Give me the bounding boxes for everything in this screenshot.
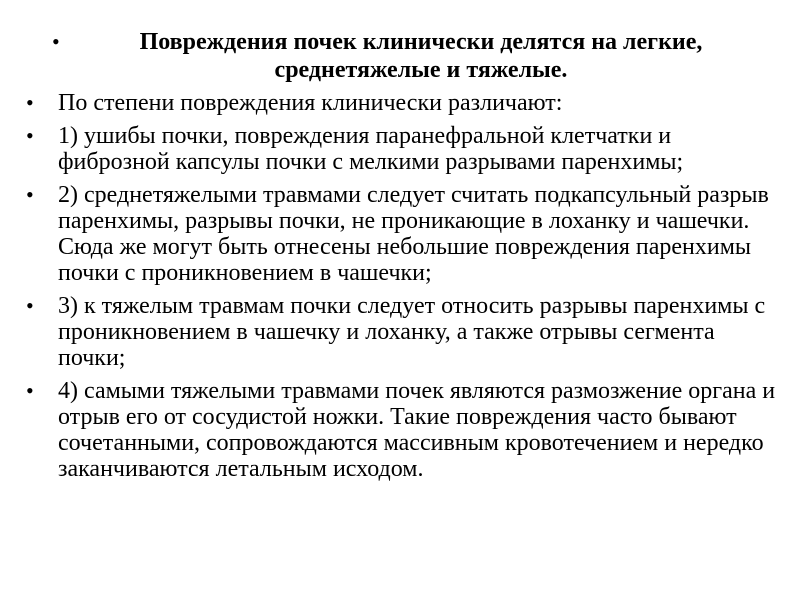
list-item	[26, 182, 782, 286]
bullet-icon: •	[26, 378, 34, 403]
list-item-text: 3) к тяжелым травмам почки следует относить разрывы паренхимы с проникновением в чашечку и лоханку, а также отрывы сегмента почки;	[58, 293, 766, 371]
bullet-icon: •	[26, 123, 34, 148]
bullet-icon: •	[26, 182, 34, 207]
heading-row	[52, 28, 772, 84]
list-item	[26, 90, 782, 116]
list-item	[26, 378, 782, 482]
bullet-icon: •	[26, 90, 34, 115]
bullet-icon: •	[26, 293, 34, 318]
list-item-text: 1) ушибы почки, повреждения паранефральной клетчатки и фиброзной капсулы почки с мелкими разрывами паренхимы;	[58, 123, 684, 175]
list-item	[26, 293, 782, 371]
list-item-text: По степени повреждения клинически различают:	[58, 90, 563, 116]
bullet-list	[26, 90, 782, 489]
list-item-text: 4) самыми тяжелыми травмами почек являются размозжение органа и отрыв его от сосудистой ножки. Такие повреждения часто бывают сочетанными, сопровождаются массивным кровотечением и нередко заканчиваются летальным исходом.	[58, 378, 776, 482]
list-item-text: 2) среднетяжелыми травмами следует считать подкапсульный разрыв паренхимы, разрывы почки, не проникающие в лоханку и чашечки. Сюда же могут быть отнесены небольшие повреждения паренхимы почки с проникновением в чашечки;	[58, 182, 769, 286]
slide-heading: Повреждения почек клинически делятся на легкие, среднетяжелые и тяжелые.	[139, 29, 703, 83]
list-item	[26, 123, 782, 175]
bullet-icon: •	[52, 29, 60, 54]
